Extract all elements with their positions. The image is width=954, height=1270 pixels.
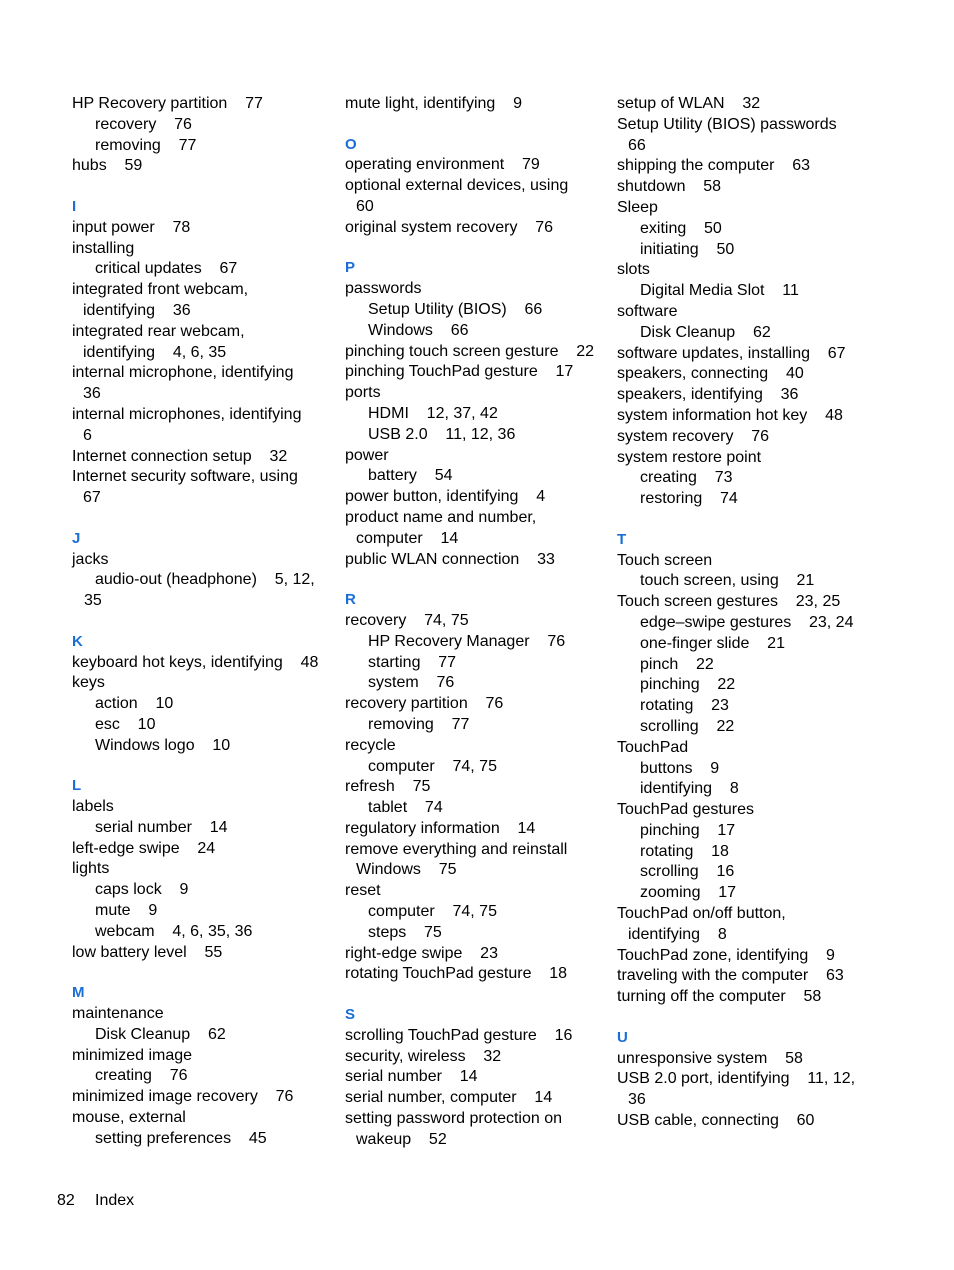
index-letter-heading: S [345, 1006, 356, 1024]
index-entry: keys [72, 674, 105, 692]
index-entry: mouse, external [72, 1109, 186, 1127]
index-entry: lights [72, 860, 110, 878]
index-entry: pinching TouchPad gesture 17 [345, 363, 574, 381]
index-subentry: steps 75 [368, 923, 442, 941]
index-entry: internal microphone, identifying [72, 364, 294, 382]
index-letter-heading: P [345, 259, 356, 277]
index-letter-heading: I [72, 197, 77, 215]
index-entry: TouchPad [617, 738, 689, 756]
index-entry: labels [72, 798, 114, 816]
index-letter-heading: J [72, 529, 81, 547]
section-spacer [617, 510, 875, 530]
index-column-1 [72, 94, 330, 1150]
index-letter-heading: T [617, 530, 627, 548]
index-subentry: buttons 9 [640, 759, 720, 777]
index-entry-continuation: Windows 75 [356, 861, 457, 879]
index-entry-continuation: identifying 36 [83, 301, 191, 319]
index-entry: Touch screen gestures 23, 25 [617, 593, 841, 611]
section-spacer [345, 239, 603, 259]
index-subentry: exiting 50 [640, 219, 722, 237]
index-entry: Setup Utility (BIOS) passwords [617, 115, 837, 133]
index-entry-continuation: identifying 8 [628, 925, 727, 943]
index-letter-heading: R [345, 591, 356, 609]
index-entry: product name and number, [345, 508, 537, 526]
index-subentry: recovery 76 [95, 115, 192, 133]
index-column-2 [345, 94, 603, 1151]
index-entry: Internet security software, using [72, 468, 298, 486]
index-subentry-continuation: 35 [84, 592, 102, 610]
index-entry: setup of WLAN 32 [617, 95, 761, 112]
index-subentry: battery 54 [368, 467, 453, 485]
index-entry-continuation: computer 14 [356, 529, 459, 547]
index-entry-continuation: 67 [83, 489, 101, 507]
index-entry: serial number 14 [345, 1068, 478, 1086]
index-entry: maintenance [72, 1005, 164, 1023]
index-entry-continuation: wakeup 52 [356, 1130, 447, 1148]
index-subentry: action 10 [95, 695, 174, 713]
section-spacer [72, 612, 330, 632]
index-entry: refresh 75 [345, 778, 431, 796]
index-subentry: removing 77 [95, 136, 197, 154]
index-subentry: serial number 14 [95, 818, 228, 836]
index-letter-heading: L [72, 777, 82, 795]
index-column-3 [617, 94, 875, 1132]
section-spacer [72, 509, 330, 529]
index-entry: shipping the computer 63 [617, 157, 811, 175]
index-entry: remove everything and reinstall [345, 840, 568, 858]
index-entry: system recovery 76 [617, 427, 770, 445]
index-subentry: creating 76 [95, 1067, 188, 1085]
index-subentry: pinch 22 [640, 655, 714, 673]
index-entry: speakers, connecting 40 [617, 365, 804, 383]
section-spacer [72, 963, 330, 983]
section-spacer [345, 985, 603, 1005]
index-subentry: rotating 18 [640, 842, 729, 860]
index-entry-continuation: 60 [356, 197, 374, 215]
index-entry: Sleep [617, 198, 658, 216]
index-entry: software updates, installing 67 [617, 344, 846, 362]
index-subentry: esc 10 [95, 715, 156, 733]
index-subentry: critical updates 67 [95, 260, 238, 278]
index-entry: reset [345, 882, 381, 900]
index-letter-heading: O [345, 135, 357, 153]
index-entry: hubs 59 [72, 157, 143, 175]
index-entry: input power 78 [72, 218, 191, 236]
index-subentry: Windows logo 10 [95, 736, 231, 754]
index-entry: TouchPad on/off button, [617, 905, 786, 923]
index-entry: speakers, identifying 36 [617, 386, 799, 404]
index-entry-continuation: identifying 4, 6, 35 [83, 343, 227, 361]
index-entry: left-edge swipe 24 [72, 839, 216, 857]
index-entry: regulatory information 14 [345, 819, 536, 837]
index-subentry: Digital Media Slot 11 [640, 282, 799, 300]
index-entry: scrolling TouchPad gesture 16 [345, 1026, 573, 1044]
index-subentry: pinching 17 [640, 821, 736, 839]
index-entry: system information hot key 48 [617, 406, 843, 424]
index-subentry: touch screen, using 21 [640, 572, 815, 590]
index-subentry: HP Recovery Manager 76 [368, 632, 566, 650]
index-subentry: webcam 4, 6, 35, 36 [95, 922, 253, 940]
index-subentry: computer 74, 75 [368, 903, 497, 921]
index-entry: installing [72, 239, 135, 257]
index-letter-heading: M [72, 984, 85, 1002]
index-entry: shutdown 58 [617, 178, 722, 196]
index-entry: integrated rear webcam, [72, 322, 245, 340]
index-subentry: scrolling 16 [640, 863, 735, 881]
section-spacer [72, 757, 330, 777]
index-entry: power [345, 446, 389, 464]
index-subentry: system 76 [368, 674, 455, 692]
index-entry: software [617, 302, 678, 320]
section-spacer [617, 1008, 875, 1028]
index-entry: turning off the computer 58 [617, 988, 822, 1006]
index-subentry: rotating 23 [640, 697, 729, 715]
index-entry: HP Recovery partition 77 [72, 95, 263, 112]
page-number: 82 [57, 1192, 75, 1209]
index-subentry: Disk Cleanup 62 [640, 323, 771, 341]
page-footer [57, 1191, 134, 1211]
index-subentry: zooming 17 [640, 884, 737, 902]
section-spacer [345, 115, 603, 135]
index-entry: optional external devices, using [345, 177, 569, 195]
index-entry: ports [345, 384, 381, 402]
index-subentry: edge–swipe gestures 23, 24 [640, 613, 854, 631]
index-entry: passwords [345, 280, 422, 298]
index-subentry: caps lock 9 [95, 881, 189, 899]
index-entry-continuation: 66 [628, 136, 646, 154]
index-entry: internal microphones, identifying [72, 405, 302, 423]
index-subentry: mute 9 [95, 902, 158, 920]
index-entry: slots [617, 261, 650, 279]
index-entry: public WLAN connection 33 [345, 550, 555, 568]
index-entry: TouchPad zone, identifying 9 [617, 946, 835, 964]
index-subentry: setting preferences 45 [95, 1129, 267, 1147]
index-entry: right-edge swipe 23 [345, 944, 498, 962]
index-entry-continuation: 36 [628, 1091, 646, 1109]
index-subentry: creating 73 [640, 469, 733, 487]
index-entry: jacks [72, 550, 109, 568]
index-subentry: pinching 22 [640, 676, 736, 694]
index-entry: pinching touch screen gesture 22 [345, 342, 595, 360]
index-subentry: USB 2.0 11, 12, 36 [368, 425, 516, 443]
index-entry: power button, identifying 4 [345, 488, 546, 506]
index-subentry: audio-out (headphone) 5, 12, [95, 571, 315, 589]
index-entry: minimized image recovery 76 [72, 1088, 294, 1106]
index-entry-continuation: 6 [83, 426, 92, 444]
index-subentry: Disk Cleanup 62 [95, 1025, 226, 1043]
index-subentry: starting 77 [368, 653, 457, 671]
index-entry: low battery level 55 [72, 943, 223, 961]
index-subentry: computer 74, 75 [368, 757, 497, 775]
index-subentry: removing 77 [368, 715, 470, 733]
section-title: Index [95, 1192, 135, 1209]
index-entry: Touch screen [617, 551, 713, 569]
index-subentry: Setup Utility (BIOS) 66 [368, 300, 543, 318]
index-entry: recycle [345, 736, 396, 754]
index-letter-heading: U [617, 1028, 628, 1046]
index-entry: keyboard hot keys, identifying 48 [72, 653, 319, 671]
index-subentry: one-finger slide 21 [640, 634, 785, 652]
index-letter-heading: K [72, 632, 83, 650]
index-subentry: identifying 8 [640, 780, 739, 798]
index-entry: rotating TouchPad gesture 18 [345, 965, 568, 983]
index-entry: USB cable, connecting 60 [617, 1112, 815, 1130]
index-entry: integrated front webcam, [72, 281, 249, 299]
index-entry: TouchPad gestures [617, 801, 754, 819]
index-subentry: initiating 50 [640, 240, 735, 258]
index-entry: traveling with the computer 63 [617, 967, 844, 985]
index-entry: mute light, identifying 9 [345, 95, 522, 112]
index-entry: Internet connection setup 32 [72, 447, 288, 465]
index-entry: original system recovery 76 [345, 218, 554, 236]
index-entry: minimized image [72, 1046, 193, 1064]
index-entry-continuation: 36 [83, 385, 101, 403]
index-entry: unresponsive system 58 [617, 1049, 803, 1067]
index-entry: serial number, computer 14 [345, 1089, 553, 1107]
index-entry: system restore point [617, 448, 762, 466]
index-entry: security, wireless 32 [345, 1047, 502, 1065]
index-entry: operating environment 79 [345, 156, 540, 174]
section-spacer [72, 177, 330, 197]
index-subentry: scrolling 22 [640, 717, 735, 735]
index-entry: USB 2.0 port, identifying 11, 12, [617, 1070, 856, 1088]
index-subentry: HDMI 12, 37, 42 [368, 404, 498, 422]
index-subentry: tablet 74 [368, 799, 443, 817]
section-spacer [345, 570, 603, 590]
index-entry: recovery 74, 75 [345, 611, 469, 629]
index-entry: setting password protection on [345, 1110, 563, 1128]
index-entry: recovery partition 76 [345, 695, 504, 713]
index-subentry: restoring 74 [640, 490, 738, 508]
index-subentry: Windows 66 [368, 321, 469, 339]
